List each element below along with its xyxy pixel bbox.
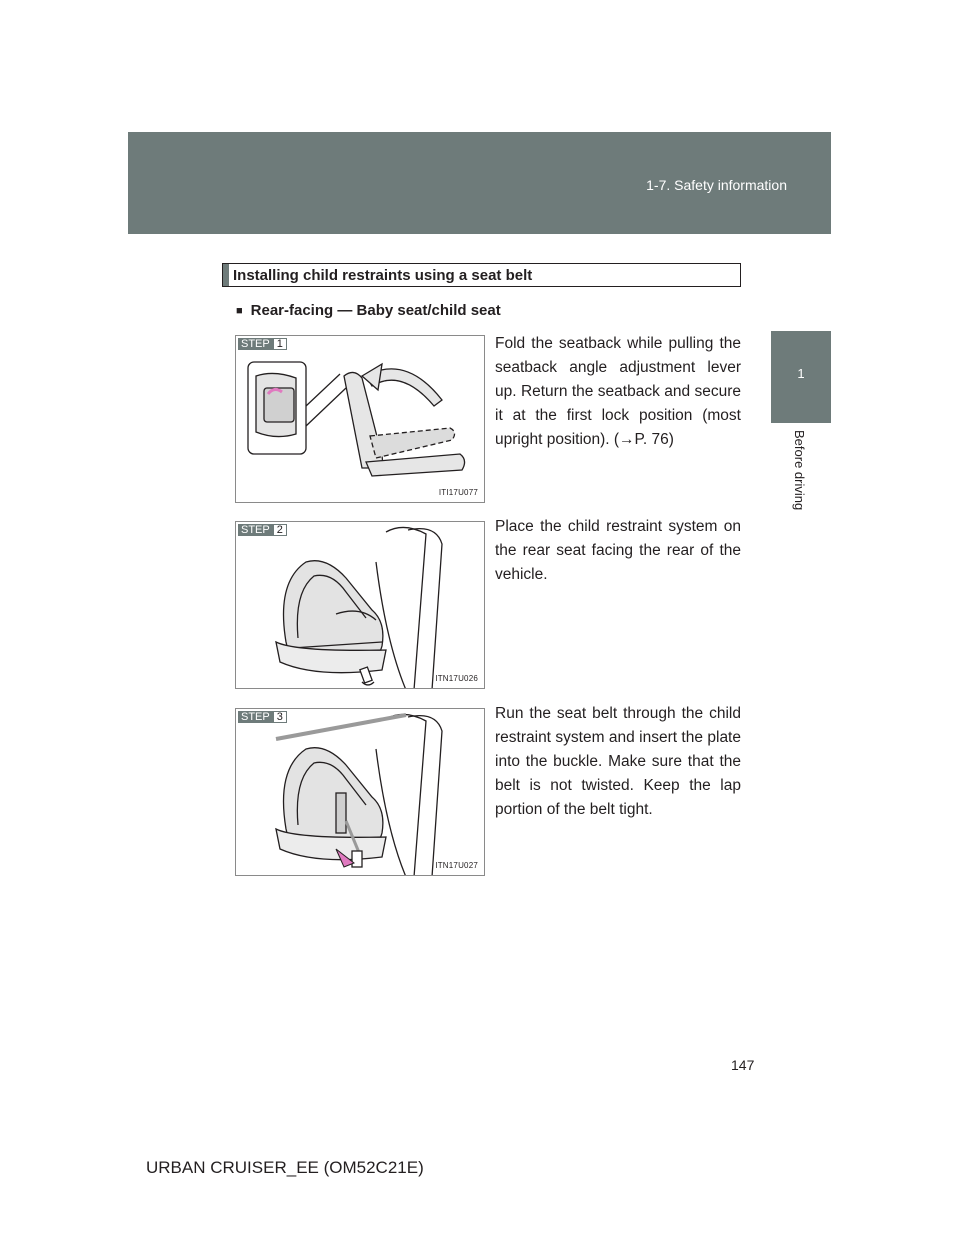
step-1-badge	[238, 338, 287, 350]
step-3-figure	[235, 708, 485, 876]
step-2-badge	[238, 524, 287, 536]
section-heading-title: Installing child restraints using a seat belt	[233, 267, 533, 284]
step-3-badge	[238, 711, 287, 723]
step-3-badge-label: STEP	[238, 711, 273, 723]
chapter-label-text: Before driving	[792, 430, 807, 511]
step-1-text: Fold the seatback while pulling the seatback angle adjustment lever up. Return the seatback and secure it at the first lock position (most upright position). (→P. 76)	[495, 335, 741, 448]
subheading-text: Rear-facing — Baby seat/child seat	[250, 302, 501, 319]
section-heading	[222, 263, 741, 287]
chapter-label	[792, 430, 811, 511]
step-2-figure	[235, 521, 485, 689]
step-1-badge-label: STEP	[238, 338, 273, 350]
step-1-figure	[235, 335, 485, 503]
step-3-figure-code: ITN17U027	[435, 861, 478, 870]
manual-footer: URBAN CRUISER_EE (OM52C21E)	[146, 1158, 424, 1177]
chapter-number: 1	[797, 366, 805, 381]
step-2-badge-label: STEP	[238, 524, 273, 536]
subheading	[236, 302, 501, 319]
page-number: 147	[731, 1057, 755, 1073]
step-2-text: Place the child restraint system on the rear seat facing the rear of the vehicle.	[495, 518, 741, 583]
step-2-badge-number: 2	[273, 524, 287, 536]
step-2-figure-code: ITN17U026	[435, 674, 478, 683]
square-bullet-icon: ■	[236, 305, 243, 317]
section-label: 1-7. Safety information	[646, 177, 787, 193]
seat-belt-routing-illustration	[236, 709, 485, 876]
step-3-badge-number: 3	[273, 711, 287, 723]
section-heading-bar	[223, 264, 229, 286]
chapter-tab	[771, 331, 831, 423]
seatback-fold-illustration	[236, 336, 485, 503]
child-seat-placement-illustration	[236, 522, 485, 689]
header-band	[128, 132, 831, 234]
step-1-figure-code: ITI17U077	[438, 488, 478, 497]
step-1-badge-number: 1	[273, 338, 287, 350]
step-3-text: Run the seat belt through the child restraint system and insert the plate into the buckle. Make sure that the belt is not twisted. Keep the lap portion of the belt tight.	[495, 705, 741, 818]
